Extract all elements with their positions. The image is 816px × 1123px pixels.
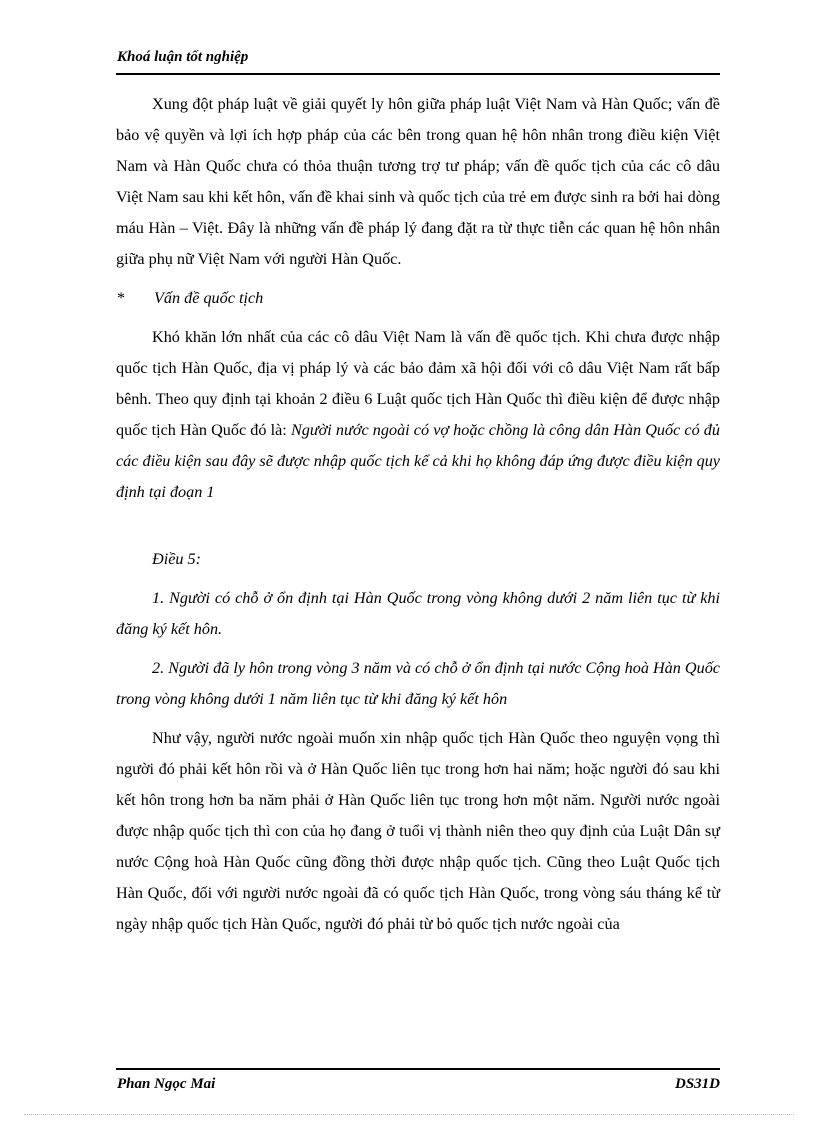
spacer <box>116 575 720 583</box>
article-item-1: 1. Người có chỗ ở ổn định tại Hàn Quốc trong vòng không dưới 2 năm liên tục từ khi đăng ký kết hôn. <box>116 589 720 638</box>
section-heading-text: Vấn đề quốc tịch <box>154 289 264 307</box>
spacer <box>116 715 720 723</box>
footer-class-code: DS31D <box>674 1076 720 1092</box>
paragraph-normal-text: Khó khăn lớn nhất của các cô dâu Việt Nam là vấn đề quốc tịch. Khi chưa được nhập quốc tịch Hàn Quốc, địa vị pháp lý và các bảo đảm xã hội đối với cô dâu Việt Nam rất bấp bênh. Theo quy định tại khoản 2 điều 6 Luật quốc tịch Hàn Quốc thì điều kiện để được nhập quốc tịch Hàn Quốc đó là: <box>116 328 720 439</box>
footer-divider <box>116 1068 720 1070</box>
article-label: Điều 5: <box>152 550 201 568</box>
document-body <box>116 89 720 940</box>
quoted-law-text: Người nước ngoài có vợ hoặc chồng là công dân Hàn Quốc có đủ các điều kiện sau đây sẽ được nhập quốc tịch kể cả khi họ không đáp ứng được điều kiện quy định tại đoạn 1 <box>116 421 720 501</box>
paragraph-nationality-difficulty <box>116 322 720 508</box>
spacer <box>116 508 720 544</box>
header-title: Khoá luận tốt nghiệp <box>117 49 249 65</box>
bullet-star-icon: * <box>117 289 126 307</box>
footer-author: Phan Ngọc Mai <box>117 1076 216 1092</box>
article-item-2: 2. Người đã ly hôn trong vòng 3 năm và có chỗ ở ổn định tại nước Cộng hoà Hàn Quốc trong vòng không dưới 1 năm liên tục từ khi đăng ký kết hôn <box>116 659 720 708</box>
section-heading-nationality <box>116 283 720 314</box>
page-bottom-edge <box>24 1114 794 1115</box>
spacer <box>116 645 720 653</box>
paragraph-conflict-of-laws: Xung đột pháp luật về giải quyết ly hôn giữa pháp luật Việt Nam và Hàn Quốc; vấn đề bảo vệ quyền và lợi ích hợp pháp của các bên trong quan hệ hôn nhân trong điều kiện Việt Nam và Hàn Quốc chưa có thỏa thuận tương trợ tư pháp; vấn đề quốc tịch của các cô dâu Việt Nam sau khi kết hôn, vấn đề khai sinh và quốc tịch của trẻ em được sinh ra bởi hai dòng máu Hàn – Việt. Đây là những vấn đề pháp lý đang đặt ra từ thực tiễn các quan hệ hôn nhân giữa phụ nữ Việt Nam với người Hàn Quốc. <box>116 95 720 268</box>
header-divider <box>116 73 720 75</box>
paragraph-naturalization-conditions: Như vậy, người nước ngoài muốn xin nhập quốc tịch Hàn Quốc theo nguyện vọng thì người đó phải kết hôn rồi và ở Hàn Quốc liên tục trong hơn hai năm; hoặc người đó sau khi kết hôn trong hơn ba năm phải ở Hàn Quốc liên tục trong hơn một năm. Người nước ngoài được nhập quốc tịch thì con của họ đang ở tuổi vị thành niên theo quy định của Luật Dân sự nước Cộng hoà Hàn Quốc cũng đồng thời được nhập quốc tịch. Cũng theo Luật Quốc tịch Hàn Quốc, đối với người nước ngoài đã có quốc tịch Hàn Quốc, trong vòng sáu tháng kể từ ngày nhập quốc tịch Hàn Quốc, người đó phải từ bỏ quốc tịch nước ngoài của <box>116 729 720 933</box>
